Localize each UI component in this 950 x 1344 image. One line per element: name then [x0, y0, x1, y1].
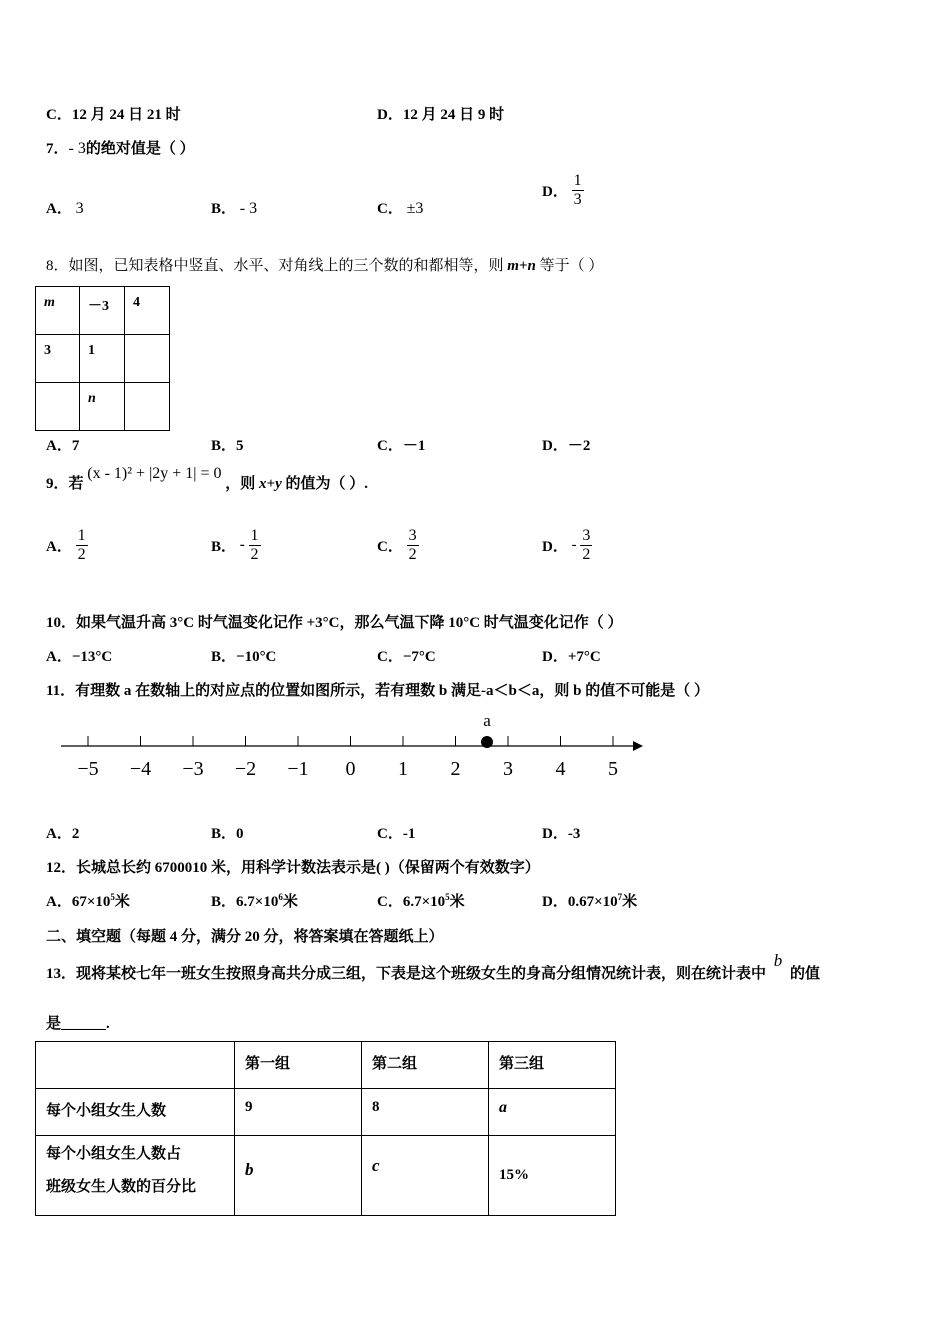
table-cell: 每个小组女生人数 [36, 1089, 235, 1136]
q7-option-a: A． 3 [46, 200, 84, 217]
point-a-label: a [483, 711, 491, 730]
q9-option-b: B． - $\frac{1}{2}$ [211, 527, 259, 563]
q9-option-d: D． - $\frac{3}{2}$ [542, 527, 591, 563]
table-cell: 15% [489, 1136, 616, 1216]
grid-cell: m [36, 287, 80, 335]
q6-option-d: D．12 月 24 日 9 时 [377, 107, 505, 123]
q8-option-c: C．－1 [377, 438, 426, 454]
q13-var-b: b [773, 951, 783, 970]
q12-stem: 12．长城总长约 6700010 米，用科学计数法表示是( )（保留两个有效数字） [46, 860, 540, 876]
q10-stem: 10．如果气温升高 3°C 时气温变化记作 +3°C，那么气温下降 10°C 时气温变化记作（ ） [46, 615, 623, 631]
q6-option-c: C．12 月 24 日 21 时 [46, 107, 181, 123]
table-header-cell: 第三组 [489, 1042, 616, 1089]
q11-option-c: C．-1 [377, 826, 416, 842]
axis-tick-label: 1 [398, 758, 408, 780]
axis-tick-labels [77, 758, 618, 780]
axis-tick-label: −1 [287, 758, 309, 780]
q11-option-d: D．-3 [542, 826, 581, 842]
table-header-cell: 第一组 [235, 1042, 362, 1089]
table-row [36, 1136, 616, 1216]
axis-tick-label: −3 [182, 758, 204, 780]
grid-cell: n [80, 383, 125, 431]
table-row [36, 1089, 616, 1136]
q9-option-a: A． $\frac{1}{2}$ [46, 527, 86, 563]
point-a-marker [481, 736, 493, 748]
q11-stem: 11．有理数 a 在数轴上的对应点的位置如图所示，若有理数 b 满足-a＜b＜a，则 b 的值不可能是（ ） [46, 683, 709, 699]
q9-d-fraction: $\frac{3}{2}$ [582, 527, 591, 563]
q12-option-d: D．$0.67\times 10^7$米 [542, 892, 638, 910]
q8-stem: 8．如图，已知表格中竖直、水平、对角线上的三个数的和都相等，则 m+n 等于（ ） [46, 258, 604, 274]
q12-option-a: A．$67\times 10^5$米 [46, 892, 130, 910]
table-cell: c [362, 1136, 489, 1216]
q10-option-b: B．−10°C [211, 649, 277, 665]
table-cell: 9 [235, 1089, 362, 1136]
table-cell: b [235, 1136, 362, 1216]
q10-option-a: A．−13°C [46, 649, 113, 665]
q13-stem: 13．现将某校七年一班女生按照身高共分成三组，下表是这个班级女生的身高分组情况统计表，则在统计表中 b 的值 [46, 951, 821, 982]
q7-d-fraction: $\frac{1}{3}$ [573, 172, 582, 208]
axis-tick-label: −5 [77, 758, 99, 780]
q13-blank-line: 是______. [46, 1016, 110, 1032]
grid-cell [125, 335, 170, 383]
q7-option-b: B． - 3 [211, 200, 258, 217]
axis-tick-label: 0 [345, 758, 356, 780]
table-header-cell: 第二组 [362, 1042, 489, 1089]
q12-option-b: B．$6.7\times 10^6$米 [211, 892, 298, 910]
table-cell: a [489, 1089, 616, 1136]
q8-magic-grid [35, 286, 170, 431]
q7-option-c: C． ±3 [377, 200, 424, 217]
grid-cell: 3 [36, 335, 80, 383]
q9-stem: 9．若 (x - 1)² + |2y + 1| = 0 ，则 x+y 的值为（ ）. [46, 465, 369, 492]
q8-option-b: B．5 [211, 438, 244, 454]
q9-b-fraction: $\frac{1}{2}$ [250, 527, 259, 563]
axis-tick-label: 5 [608, 758, 618, 780]
row-label-line: 每个小组女生人数占 [46, 1146, 182, 1162]
axis-tick-label: −2 [234, 758, 257, 780]
axis-tick-label: 2 [450, 758, 461, 780]
q9-a-fraction: $\frac{1}{2}$ [77, 527, 86, 563]
grid-cell: 1 [80, 335, 125, 383]
axis-tick-label: 3 [503, 758, 513, 780]
q8-option-d: D．－2 [542, 438, 591, 454]
q12-option-c: C．$6.7\times 10^5$米 [377, 892, 465, 910]
grid-cell: －3 [80, 287, 125, 335]
axis-tick-label: 4 [555, 758, 566, 780]
axis-ticks [88, 736, 613, 746]
q8-option-a: A．7 [46, 438, 80, 454]
q9-expression: (x - 1)² + |2y + 1| = 0 [87, 465, 222, 482]
q11-option-b: B．0 [211, 826, 244, 842]
q7-option-d: D． $\frac{1}{3}$ [542, 172, 582, 208]
table-header-cell [36, 1042, 235, 1089]
grid-cell: 4 [125, 287, 170, 335]
q10-option-d: D．+7°C [542, 649, 601, 665]
q9-option-c: C． $\frac{3}{2}$ [377, 527, 417, 563]
q13-stat-table [35, 1041, 616, 1216]
q10-option-c: C．−7°C [377, 649, 436, 665]
grid-cell [125, 383, 170, 431]
grid-cell [36, 383, 80, 431]
table-cell: 8 [362, 1089, 489, 1136]
axis-tick-label: −4 [129, 758, 152, 780]
q7-stem: 7．- 3的绝对值是（ ） [46, 140, 195, 157]
table-cell [36, 1136, 235, 1216]
q11-option-a: A．2 [46, 826, 80, 842]
axis-arrow [633, 741, 643, 751]
q9-c-fraction: $\frac{3}{2}$ [408, 527, 417, 563]
row-label-line: 班级女生人数的百分比 [46, 1179, 197, 1195]
section2-title: 二、填空题（每题 4 分，满分 20 分，将答案填在答题纸上） [46, 929, 444, 945]
q11-number-line [55, 705, 655, 790]
